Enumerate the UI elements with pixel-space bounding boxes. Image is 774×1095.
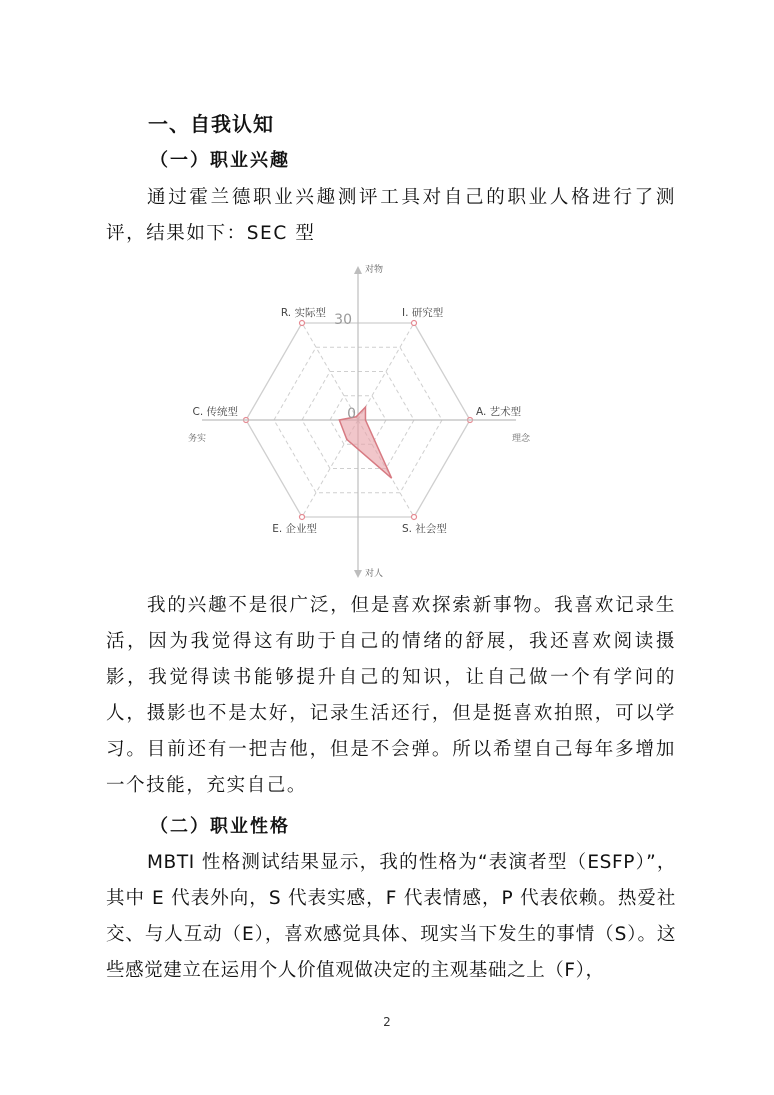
vertex-marker	[300, 321, 305, 326]
vertex-marker	[300, 514, 305, 519]
category-label: R. 实际型	[280, 307, 326, 319]
intro-paragraph: 通过霍兰德职业兴趣测评工具对自己的职业人格进行了测评，结果如下：SEC 型	[106, 187, 676, 244]
scale-min-label: 0	[347, 406, 356, 422]
vertex-marker	[412, 321, 417, 326]
personality-paragraph: MBTI 性格测试结果显示，我的性格为“表演者型（ESFP）”，其中 E 代表外向，S 代表实感，F 代表情感，P 代表依赖。热爱社交、与人互动（E），喜欢感觉具体、现实当下发生的事情（S）。这些感觉建立在运用个人价值观做决定的主观基础之上（F），	[106, 852, 676, 981]
category-label: S. 社会型	[402, 523, 447, 535]
axis-arrow-down	[354, 570, 362, 578]
subsection-heading-personality: （二）职业性格	[150, 816, 290, 837]
vertex-marker	[412, 514, 417, 519]
category-label: C. 传统型	[192, 406, 238, 418]
category-label: A. 艺术型	[476, 406, 522, 418]
axis-label-top: 对物	[365, 265, 384, 275]
scale-max-label: 30	[334, 312, 352, 328]
axis-label-bottom: 对人	[365, 569, 384, 579]
subsection-heading-interest: （一）职业兴趣	[150, 150, 290, 171]
interest-paragraph: 我的兴趣不是很广泛，但是喜欢探索新事物。我喜欢记录生活，因为我觉得这有助于自己的情绪的舒展，我还喜欢阅读摄影，我觉得读书能够提升自己的知识，让自己做一个有学问的人，摄影也不是太好，记录生活还行，但是挺喜欢拍照，可以学习。目前还有一把吉他，但是不会弹。所以希望自己每年多增加一个技能，充实自己。	[106, 595, 676, 796]
axis-label-left: 务实	[188, 434, 207, 444]
category-label: E. 企业型	[272, 523, 317, 535]
page-number: 2	[383, 1015, 391, 1029]
axis-arrow-up	[354, 266, 362, 274]
section-heading: 一、自我认知	[148, 112, 274, 136]
category-label: I. 研究型	[402, 307, 444, 319]
axis-label-right: 理念	[512, 434, 531, 444]
